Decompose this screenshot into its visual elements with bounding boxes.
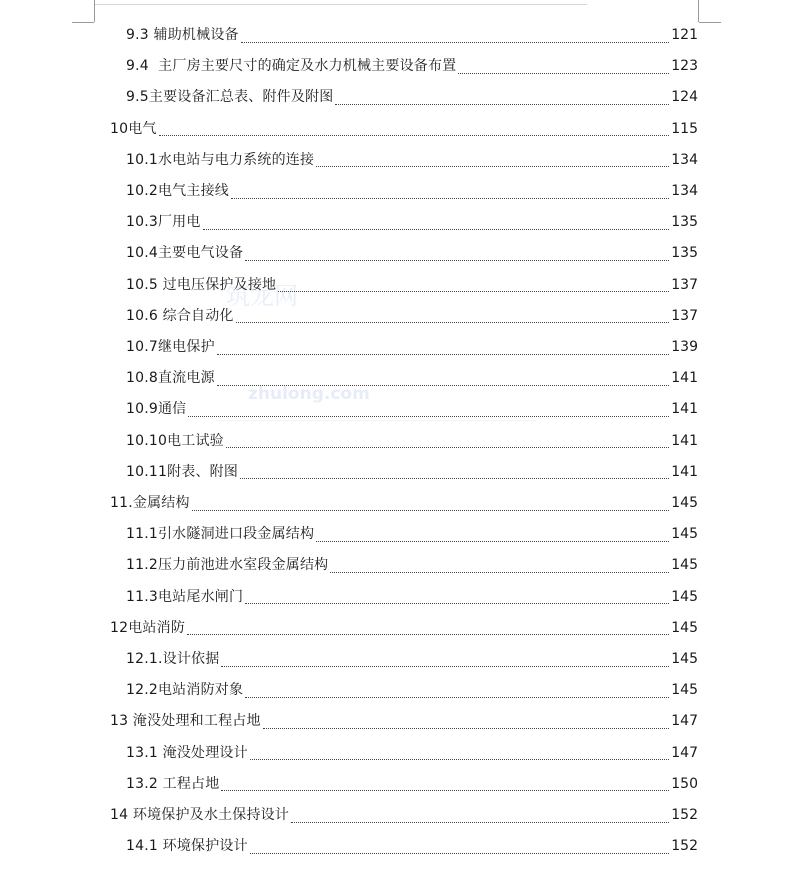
toc-entry-page-number: 134 bbox=[671, 183, 698, 199]
toc-entry-title: 12.1.设计依据 bbox=[126, 651, 220, 667]
toc-entry-page-number: 135 bbox=[671, 214, 698, 231]
toc-entry[interactable] bbox=[126, 82, 698, 113]
toc-entry[interactable] bbox=[110, 800, 698, 831]
toc-entry-title: 11.3电站尾水闸门 bbox=[126, 588, 244, 605]
toc-entry-title: 9.5主要设备汇总表、附件及附图 bbox=[126, 89, 334, 106]
toc-entry-title: 11.金属结构 bbox=[110, 495, 190, 511]
toc-entry[interactable] bbox=[126, 207, 698, 238]
toc-entry[interactable] bbox=[126, 51, 698, 82]
toc-entry-page-number: 135 bbox=[671, 245, 698, 262]
toc-entry-page-number: 147 bbox=[671, 744, 698, 761]
toc-entry-page-number: 141 bbox=[671, 432, 698, 449]
toc-entry[interactable] bbox=[126, 582, 698, 613]
toc-entry[interactable] bbox=[126, 20, 698, 51]
toc-entry-title: 9.4 主厂房主要尺寸的确定及水力机械主要设备布置 bbox=[126, 58, 457, 75]
toc-dot-leader bbox=[187, 633, 669, 635]
toc-entry[interactable] bbox=[126, 363, 698, 394]
toc-entry-title: 10.10电工试验 bbox=[126, 432, 224, 449]
toc-entry-page-number: 121 bbox=[671, 27, 698, 43]
toc-entry-title: 10.11附表、附图 bbox=[126, 463, 239, 480]
toc-entry-title: 10.4主要电气设备 bbox=[126, 245, 244, 262]
toc-entry-page-number: 150 bbox=[671, 775, 698, 792]
toc-dot-leader bbox=[250, 758, 669, 760]
toc-entry-title: 10.7继电保护 bbox=[126, 339, 215, 355]
toc-entry-page-number: 141 bbox=[671, 401, 698, 418]
toc-entry[interactable] bbox=[126, 644, 698, 675]
toc-entry-page-number: 145 bbox=[671, 682, 698, 699]
toc-entry-page-number: 139 bbox=[671, 339, 698, 355]
toc-dot-leader bbox=[192, 509, 670, 511]
toc-entry-title: 14.1 环境保护设计 bbox=[126, 838, 248, 855]
toc-entry-title: 10.6 综合自动化 bbox=[126, 307, 234, 324]
crop-mark-top-right-vertical bbox=[698, 0, 699, 22]
toc-dot-leader bbox=[226, 446, 669, 448]
toc-entry-page-number: 124 bbox=[671, 89, 698, 106]
toc-entry-page-number: 152 bbox=[671, 807, 698, 823]
toc-entry-page-number: 145 bbox=[671, 495, 698, 511]
toc-entry-page-number: 145 bbox=[671, 588, 698, 605]
toc-entry-title: 10.1水电站与电力系统的连接 bbox=[126, 151, 315, 168]
toc-entry[interactable] bbox=[126, 301, 698, 332]
toc-entry-title: 13.2 工程占地 bbox=[126, 775, 220, 792]
toc-entry-page-number: 137 bbox=[671, 307, 698, 324]
toc-entry-title: 10.5 过电压保护及接地 bbox=[126, 276, 277, 293]
toc-entry[interactable] bbox=[126, 426, 698, 457]
toc-entry[interactable] bbox=[126, 176, 698, 207]
toc-dot-leader bbox=[250, 852, 669, 854]
toc-entry[interactable] bbox=[126, 457, 698, 488]
toc-entry-page-number: 115 bbox=[671, 120, 698, 137]
toc-dot-leader bbox=[221, 665, 669, 667]
crop-mark-top-right-horizontal bbox=[699, 22, 721, 23]
toc-dot-leader bbox=[291, 821, 669, 823]
toc-entry[interactable] bbox=[126, 675, 698, 706]
toc-entry[interactable] bbox=[126, 831, 698, 862]
toc-dot-leader bbox=[221, 789, 669, 791]
toc-dot-leader bbox=[240, 477, 669, 479]
toc-dot-leader bbox=[278, 290, 669, 292]
watermark-sub: 筑龙网 bbox=[226, 282, 298, 310]
toc-dot-leader bbox=[245, 602, 669, 604]
toc-dot-leader bbox=[159, 134, 670, 136]
toc-entry[interactable] bbox=[110, 613, 698, 644]
toc-entry[interactable] bbox=[126, 332, 698, 363]
toc-dot-leader bbox=[241, 41, 670, 43]
toc-entry-page-number: 145 bbox=[671, 651, 698, 667]
toc-entry-page-number: 145 bbox=[671, 557, 698, 574]
toc-entry[interactable] bbox=[110, 488, 698, 519]
toc-entry[interactable] bbox=[126, 270, 698, 301]
toc-entry-page-number: 141 bbox=[671, 463, 698, 480]
toc-entry-title: 10.2电气主接线 bbox=[126, 183, 229, 199]
toc-dot-leader bbox=[188, 415, 669, 417]
toc-dot-leader bbox=[330, 571, 669, 573]
toc-entry[interactable] bbox=[126, 238, 698, 269]
toc-entry-title: 12电站消防 bbox=[110, 619, 186, 636]
toc-entry-title: 13.1 淹没处理设计 bbox=[126, 744, 248, 761]
toc-entry[interactable] bbox=[126, 550, 698, 581]
toc-dot-leader bbox=[245, 696, 669, 698]
toc-entry[interactable] bbox=[126, 145, 698, 176]
toc-entry-page-number: 145 bbox=[671, 619, 698, 636]
toc-dot-leader bbox=[231, 197, 669, 199]
toc-dot-leader bbox=[217, 353, 669, 355]
toc-dot-leader bbox=[263, 727, 670, 729]
toc-dot-leader bbox=[458, 72, 669, 74]
toc-entry-title: 11.2压力前池进水室段金属结构 bbox=[126, 557, 329, 574]
toc-entry-title: 10.8直流电源 bbox=[126, 370, 215, 387]
toc-entry-page-number: 137 bbox=[671, 276, 698, 293]
toc-entry[interactable] bbox=[110, 706, 698, 737]
toc-entry[interactable] bbox=[126, 519, 698, 550]
toc-dot-leader bbox=[335, 103, 669, 105]
toc-dot-leader bbox=[245, 259, 669, 261]
toc-entry[interactable] bbox=[126, 769, 698, 800]
toc-entry-title: 10电气 bbox=[110, 120, 157, 137]
toc-entry-page-number: 147 bbox=[671, 713, 698, 730]
toc-dot-leader bbox=[217, 384, 669, 386]
toc-entry-title: 11.1引水隧洞进口段金属结构 bbox=[126, 526, 315, 543]
toc-entry[interactable] bbox=[110, 114, 698, 145]
toc-dot-leader bbox=[316, 540, 669, 542]
toc-dot-leader bbox=[316, 165, 669, 167]
toc-dot-leader bbox=[203, 228, 670, 230]
toc-entry[interactable] bbox=[126, 738, 698, 769]
crop-mark-top-left-horizontal bbox=[72, 22, 94, 23]
toc-entry-title: 9.3 辅助机械设备 bbox=[126, 27, 239, 43]
toc-entry-page-number: 134 bbox=[671, 151, 698, 168]
toc-entry-title: 13 淹没处理和工程占地 bbox=[110, 713, 261, 730]
watermark-main: zhulong.com bbox=[248, 384, 370, 404]
toc-entry[interactable] bbox=[126, 394, 698, 425]
toc-entry-page-number: 152 bbox=[671, 838, 698, 855]
toc-dot-leader bbox=[236, 321, 670, 323]
toc-entry-page-number: 141 bbox=[671, 370, 698, 387]
toc-entry-page-number: 123 bbox=[671, 58, 698, 75]
top-page-edge bbox=[95, 4, 587, 5]
toc-entry-title: 12.2电站消防对象 bbox=[126, 682, 244, 699]
toc-entry-title: 10.9通信 bbox=[126, 401, 187, 418]
toc-entry-title: 14 环境保护及水土保持设计 bbox=[110, 807, 290, 823]
toc-entry-title: 10.3厂用电 bbox=[126, 214, 201, 231]
toc-entry-page-number: 145 bbox=[671, 526, 698, 543]
